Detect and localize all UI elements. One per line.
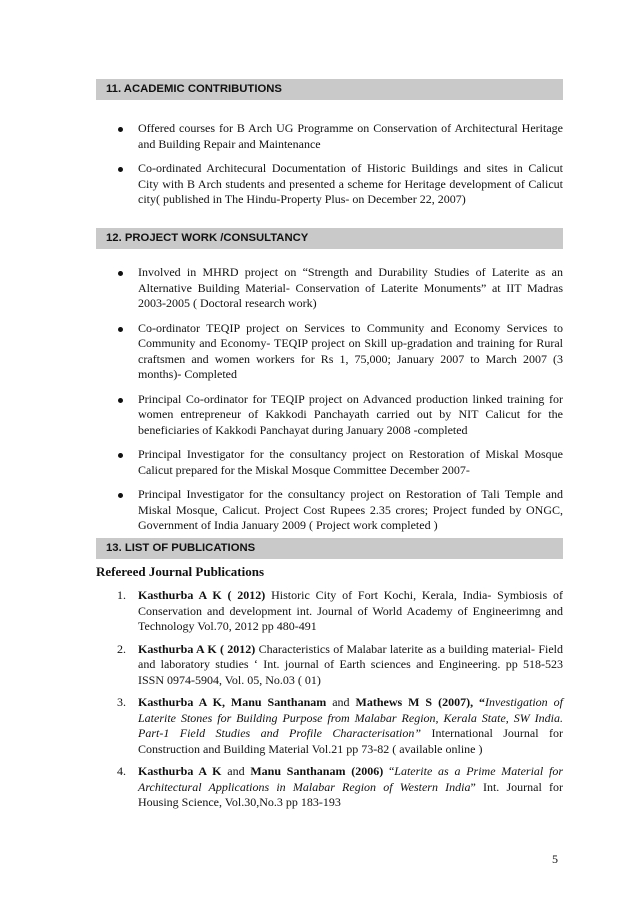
section-heading-academic-contributions: 11. ACADEMIC CONTRIBUTIONS <box>96 79 563 100</box>
item-number: 2. <box>117 641 126 656</box>
publications-list <box>96 588 563 818</box>
item-number: 1. <box>117 588 126 602</box>
bullet-icon <box>118 493 123 498</box>
list-item: Principal Investigator for the consultancy project on Restoration of Tali Temple and Miskal Mosque, Calicut. Project Cost Rupees 2.35 crores; Project funded by ONGC, Government of India January 2009 ( Project work completed ) <box>96 487 563 534</box>
publication-item: 4. Kasthurba A K and Manu Santhanam (2006) “Laterite as a Prime Material for Architectural Applications in Malabar Region of Western India” Int. Journal for Housing Science, Vol.30,No.3 pp 183-193 <box>117 764 564 809</box>
list-item: Co-ordinated Architecural Documentation of Historic Buildings and sites in Calicut City with B Arch students and presented a scheme for Heritage development of Calicut city( published in The Hindu-Property Plus- on December 22, 2007) <box>96 161 563 208</box>
item-number: 4. <box>117 764 126 778</box>
bullet-icon <box>118 127 123 132</box>
publication-item <box>96 588 563 635</box>
page-number: 5 <box>552 852 558 866</box>
project-work-list <box>96 265 563 543</box>
publication-author: Kasthurba A K, Manu Santhanam <box>138 695 327 709</box>
bullet-icon <box>118 453 123 458</box>
section-heading-list-of-publications: 13. LIST OF PUBLICATIONS <box>96 538 563 559</box>
list-item: Offered courses for B Arch UG Programme on Conservation of Architectural Heritage and Building Repair and Maintenance <box>96 121 563 152</box>
section-heading-project-work: 12. PROJECT WORK /CONSULTANCY <box>96 228 563 249</box>
refereed-journal-publications-heading: Refereed Journal Publications <box>96 564 265 579</box>
publication-author: Kasthurba A K ( 2012) <box>138 588 266 602</box>
publication-item <box>96 642 563 689</box>
list-item: Co-ordinator TEQIP project on Services to Community and Economy Services to Community and Economy- TEQIP project on Skill up-gradation and training for Rural craftsmen and women workers for Rs 1, 75,000; January 2007 to March 2007 (3 months)- Completed <box>96 321 563 383</box>
publication-coauthor: Manu Santhanam (2006) <box>250 764 384 778</box>
publication-details: Characteristics of Malabar laterite as a building material- Field and laboratory studies ‘ Int. journal of Earth sciences and Engineering. pp 518-523 ISSN 0974-5904, Vol. 05, No.03 ( 01) <box>138 641 564 687</box>
publication-title: Laterite as a Prime Material for Architectural Applications in Malabar Region of Western India <box>138 764 564 794</box>
list-item: Principal Co-ordinator for TEQIP project on Advanced production linked training for women entrepreneur of Kakkodi Panchayath carried out by NIT Calicut for the beneficiaries of Kakkodi Panchayat during January 2008 -completed <box>96 392 563 439</box>
list-item: Principal Investigator for the consultancy project on Restoration of Miskal Mosque Calicut prepared for the Miskal Mosque Committee December 2007- <box>96 447 563 478</box>
publication-coauthor: Mathews M S (2007), “ <box>355 695 486 709</box>
publication-details: Historic City of Fort Kochi, Kerala, India- Symbiosis of Conservation and development int. Journal of World Academy of Engineerimng and Technology Vol.70, 2012 pp 480-491 <box>138 588 564 633</box>
bullet-icon <box>118 327 123 332</box>
publication-title: Investigation of Laterite Stones for Building Purpose from Malabar Region, Kerala State, SW India. Part-1 Field Studies and Profile Characterisation” <box>138 695 563 740</box>
bullet-icon <box>118 167 123 172</box>
list-item: Involved in MHRD project on “Strength and Durability Studies of Laterite as an Alternative Building Material- Conservation of Laterite Monuments” at IIT Madras 2003-2005 ( Doctoral research work) <box>96 265 563 312</box>
publication-details: ” Int. Journal for Housing Science, Vol.30,No.3 pp 183-193 <box>138 779 563 809</box>
bullet-icon <box>118 271 123 276</box>
publication-item: 3. Kasthurba A K, Manu Santhanam and Mathews M S (2007), “Investigation of Laterite Stones for Building Purpose from Malabar Region, Kerala State, SW India. Part-1 Field Studies and Profile Characterisation” International Journal for Construction and Building Material Vol.21 pp 73-82 ( available online ) <box>117 695 563 756</box>
publication-details: International Journal for Construction and Building Material Vol.21 pp 73-82 ( available online ) <box>138 726 563 756</box>
bullet-icon <box>118 398 123 403</box>
publication-author: Kasthurba A K <box>138 764 222 778</box>
item-number: 3. <box>117 695 126 709</box>
publication-author: Kasthurba A K ( 2012) <box>138 641 256 656</box>
academic-contributions-list <box>96 121 563 217</box>
